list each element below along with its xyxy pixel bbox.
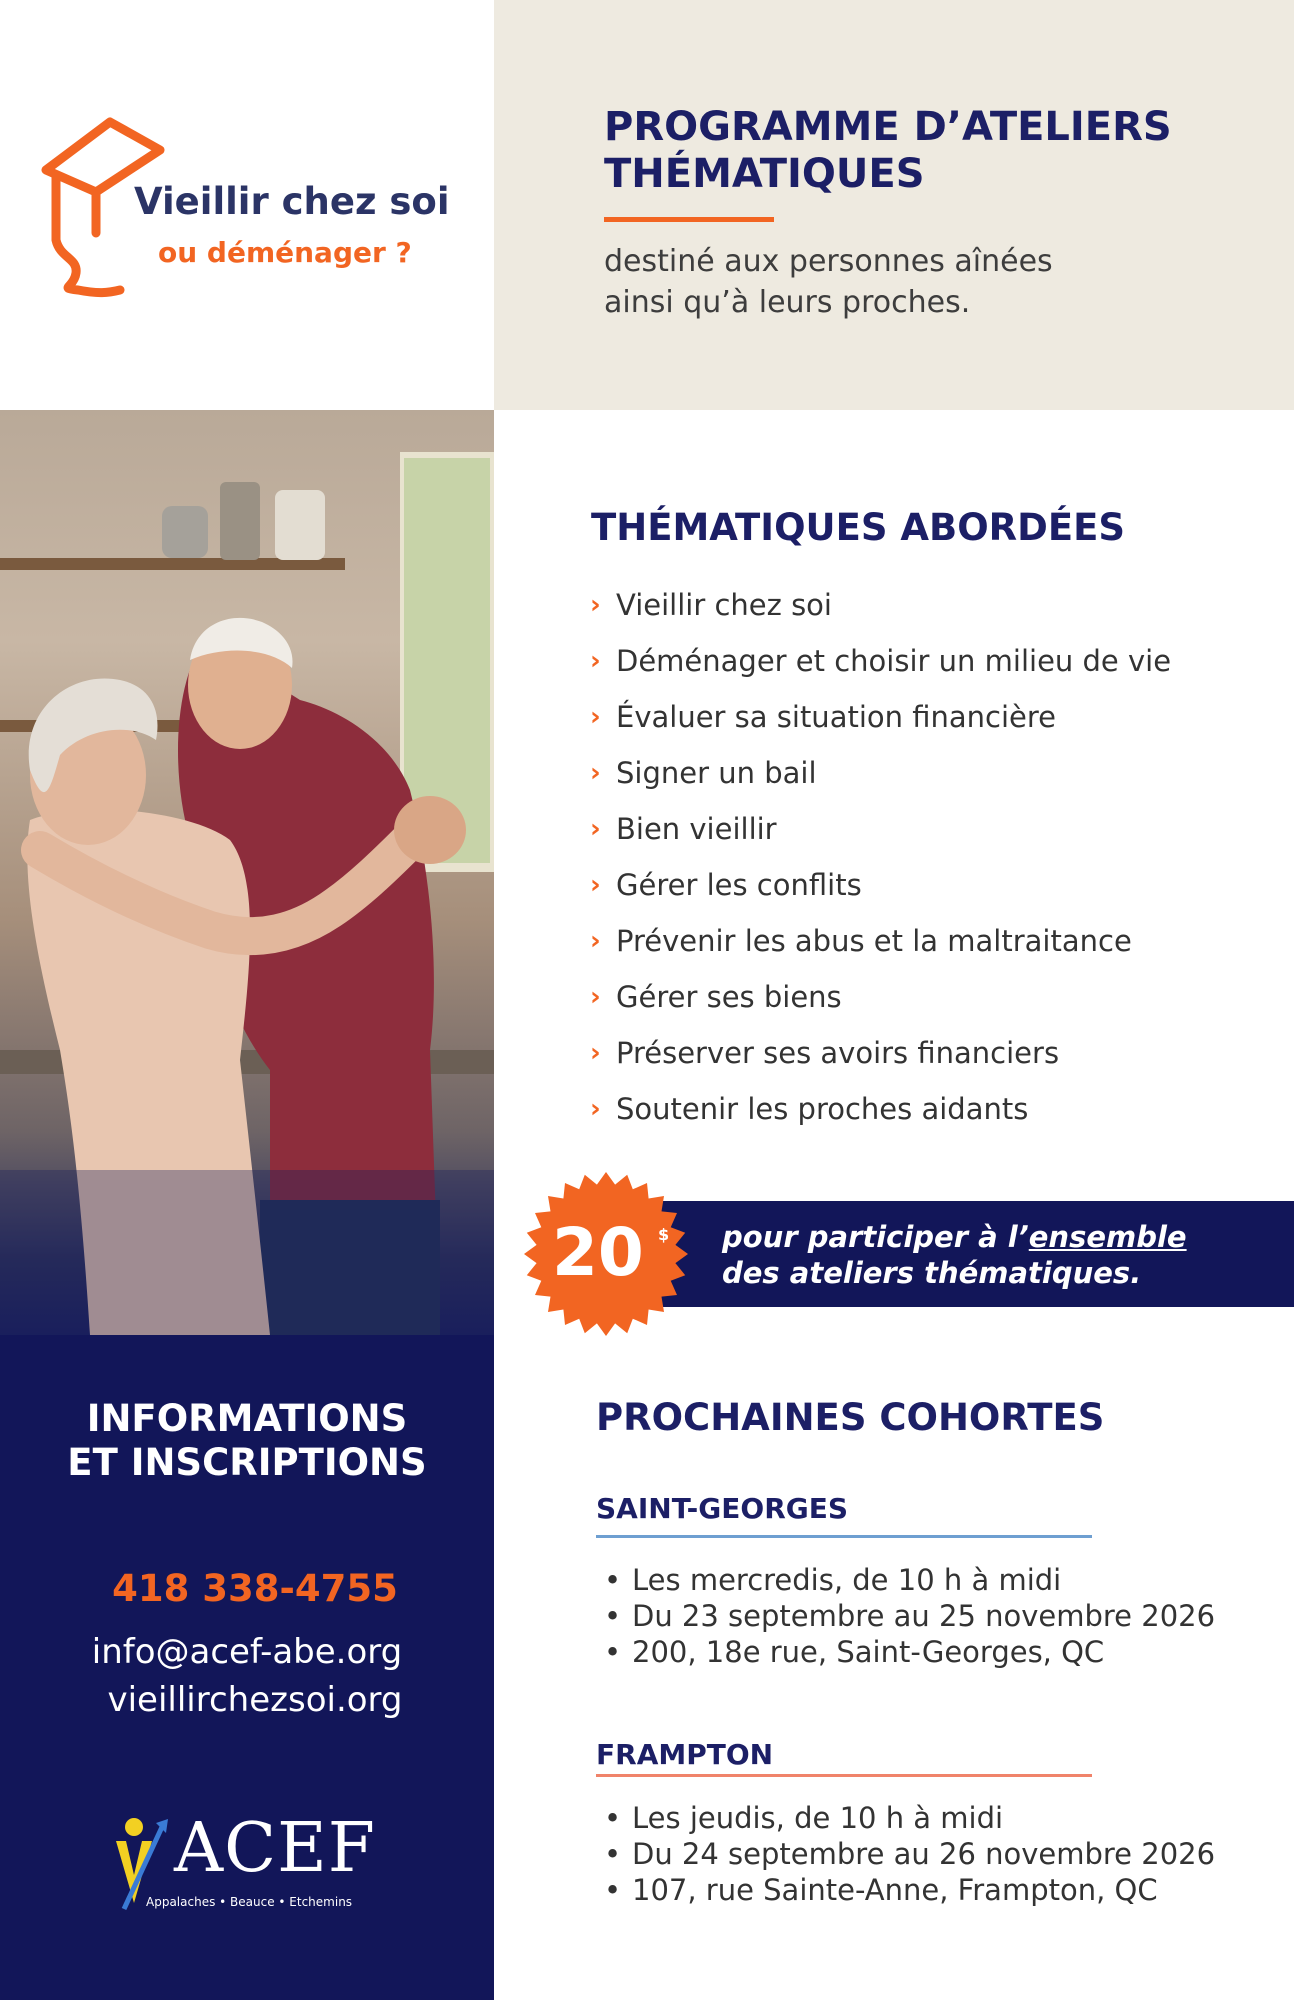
info-heading: [0, 1397, 494, 1485]
program-subtitle-line2: ainsi qu’à leurs proches.: [604, 285, 971, 320]
detail-text: Du 24 septembre au 26 novembre 2026: [632, 1837, 1216, 1871]
price-description: [722, 1219, 1187, 1291]
price-currency: $: [658, 1225, 670, 1244]
chevron-right-icon: ›: [590, 646, 601, 676]
list-item: [604, 1836, 1215, 1872]
list-item: [590, 979, 1171, 1035]
bullet-icon: •: [604, 1635, 622, 1669]
list-item: [590, 755, 1171, 811]
cohort-details-saint-georges: [604, 1562, 1215, 1670]
theme-label: Signer un bail: [616, 756, 817, 790]
price-text-start: pour participer à l’: [722, 1220, 1029, 1254]
list-item: [590, 643, 1171, 699]
chevron-right-icon: ›: [590, 590, 601, 620]
info-panel: [0, 1335, 494, 2000]
theme-label: Déménager et choisir un milieu de vie: [616, 644, 1172, 678]
program-header: [494, 0, 1294, 410]
info-heading-line1: INFORMATIONS: [86, 1397, 408, 1440]
program-title: [604, 104, 1172, 198]
theme-label: Préserver ses avoirs financiers: [616, 1036, 1060, 1070]
acef-logo: [112, 1809, 376, 1923]
theme-label: Bien vieillir: [616, 812, 777, 846]
bullet-icon: •: [604, 1837, 622, 1871]
theme-label: Évaluer sa situation financière: [616, 700, 1056, 734]
title-underline: [604, 217, 774, 222]
price-text-emphasis: ensemble: [1028, 1220, 1187, 1254]
city-divider: [596, 1535, 1092, 1538]
chevron-right-icon: ›: [590, 702, 601, 732]
logo-title: Vieillir chez soi: [134, 180, 450, 223]
bullet-icon: •: [604, 1599, 622, 1633]
themes-heading: THÉMATIQUES ABORDÉES: [591, 506, 1126, 549]
list-item: [604, 1562, 1215, 1598]
chevron-right-icon: ›: [590, 982, 601, 1012]
brand-logo: [0, 0, 494, 410]
list-item: [604, 1800, 1215, 1836]
list-item: [590, 699, 1171, 755]
seniors-dancing-photo: [0, 410, 494, 1335]
bullet-icon: •: [604, 1873, 622, 1907]
cohorts-heading: PROCHAINES COHORTES: [596, 1396, 1105, 1439]
detail-text: 107, rue Sainte-Anne, Frampton, QC: [632, 1873, 1158, 1907]
program-subtitle-line1: destiné aux personnes aînées: [604, 244, 1053, 279]
info-heading-line2: ET INSCRIPTIONS: [67, 1441, 427, 1484]
detail-text: Du 23 septembre au 25 novembre 2026: [632, 1599, 1216, 1633]
city-divider: [596, 1774, 1092, 1777]
theme-label: Prévenir les abus et la maltraitance: [616, 924, 1132, 958]
email-link[interactable]: info@acef-abe.org: [91, 1632, 403, 1672]
chevron-right-icon: ›: [590, 870, 601, 900]
list-item: [590, 867, 1171, 923]
logo-subtitle: ou déménager ?: [158, 236, 412, 269]
detail-text: Les jeudis, de 10 h à midi: [632, 1801, 1004, 1835]
program-subtitle: [604, 241, 1053, 323]
list-item: [604, 1872, 1215, 1908]
bullet-icon: •: [604, 1801, 622, 1835]
list-item: [604, 1634, 1215, 1670]
chevron-right-icon: ›: [590, 814, 601, 844]
program-title-line2: THÉMATIQUES: [604, 151, 925, 197]
acef-name: ACEF: [174, 1809, 376, 1888]
price-amount: 20: [552, 1214, 644, 1291]
chevron-right-icon: ›: [590, 926, 601, 956]
city-saint-georges: SAINT-GEORGES: [596, 1492, 849, 1525]
theme-label: Gérer ses biens: [616, 980, 842, 1014]
detail-text: 200, 18e rue, Saint-Georges, QC: [632, 1635, 1105, 1669]
theme-label: Soutenir les proches aidants: [616, 1092, 1029, 1126]
detail-text: Les mercredis, de 10 h à midi: [632, 1563, 1062, 1597]
city-frampton: FRAMPTON: [596, 1738, 774, 1771]
theme-label: Gérer les conflits: [616, 868, 862, 902]
cohort-details-frampton: [604, 1800, 1215, 1908]
acef-tagline: Appalaches • Beauce • Etchemins: [146, 1895, 353, 1909]
program-title-line1: PROGRAMME D’ATELIERS: [604, 104, 1172, 150]
list-item: [604, 1598, 1215, 1634]
price-text-line2: des ateliers thématiques.: [722, 1256, 1142, 1290]
theme-label: Vieillir chez soi: [616, 588, 832, 622]
list-item: [590, 1035, 1171, 1091]
bullet-icon: •: [604, 1563, 622, 1597]
website-link[interactable]: vieillirchezsoi.org: [107, 1680, 403, 1720]
list-item: [590, 1091, 1171, 1147]
themes-list: [590, 587, 1171, 1147]
chevron-right-icon: ›: [590, 758, 601, 788]
chevron-right-icon: ›: [590, 1038, 601, 1068]
list-item: [590, 587, 1171, 643]
chevron-right-icon: ›: [590, 1094, 601, 1124]
list-item: [590, 923, 1171, 979]
list-item: [590, 811, 1171, 867]
price-banner: [660, 1201, 1294, 1307]
phone-number[interactable]: 418 338-4755: [112, 1567, 398, 1610]
